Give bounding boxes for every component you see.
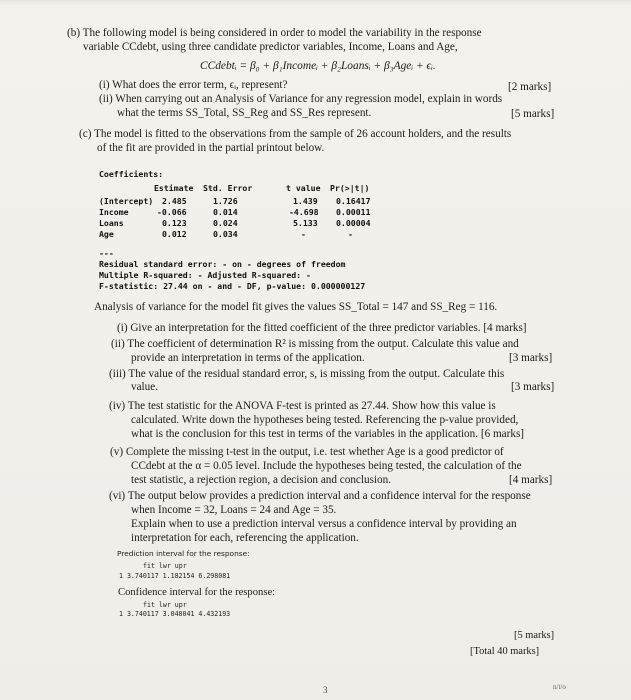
model-equation: CCdebtᵢ = β₀ + β₁Incomeᵢ + β₂Loansᵢ + β₃Ageᵢ + ϵᵢ. [200, 60, 436, 72]
part-c-line1: (c) The model is fitted to the observations from the sample of 26 account holders, and the results [79, 128, 512, 140]
q-iv-line2: calculated. Write down the hypotheses being tested. Referencing the p-value provided, [131, 414, 519, 426]
row-age-name: Age [99, 229, 114, 239]
q-v-line3: test statistic, a rejection region, a decision and conclusion. [131, 474, 392, 486]
confidence-row: 1 3.740117 3.048041 4.432193 [119, 610, 231, 618]
page-number: 3 [323, 685, 328, 695]
row-age-estimate: 0.012 [162, 229, 187, 239]
rse-line: Residual standard error: - on - degrees of freedom [99, 259, 346, 269]
q-v-line1: (v) Complete the missing t-test in the output, i.e. test whether Age is a good predictor of [110, 446, 504, 458]
q-vi-line1: (vi) The output below provides a prediction interval and a confidence interval for the response [109, 490, 531, 502]
row-loans-t: 5.133 [293, 218, 318, 228]
part-b-line1: (b) The following model is being considered in order to model the variability in the response [67, 27, 482, 39]
header-t-value: t value [286, 183, 321, 193]
page-shadow [0, 0, 631, 6]
row-intercept-estimate: 2.485 [162, 196, 187, 206]
row-loans-p: 0.00004 [336, 218, 371, 228]
footer-mark: n/t/o [553, 683, 566, 691]
header-std-error: Std. Error [203, 183, 253, 193]
prediction-row: 1 3.740117 1.182154 6.298081 [119, 572, 231, 580]
confidence-header: fit lwr upr [143, 601, 187, 609]
total-marks: [Total 40 marks] [470, 646, 540, 657]
part-b-q2-marks: [5 marks] [511, 108, 555, 120]
row-income-estimate: -0.066 [157, 207, 187, 217]
part-b-q2-line2: what the terms SS_Total, SS_Reg and SS_Res represent. [117, 107, 372, 119]
output-divider: --- [99, 248, 114, 258]
f-stat-line: F-statistic: 27.44 on - and - DF, p-value: 0.000000127 [99, 281, 366, 291]
coefficients-title: Coefficients: [99, 169, 164, 179]
confidence-title: Confidence interval for the response: [118, 587, 276, 598]
row-intercept-p: 0.16417 [336, 196, 371, 206]
end-marks: [5 marks] [514, 630, 555, 641]
row-intercept-se: 1.726 [213, 196, 238, 206]
q-iii-line1: (iii) The value of the residual standard error, s, is missing from the output. Calculate this [109, 368, 505, 380]
q-vi-line4: interpretation for each, referencing the application. [131, 532, 359, 544]
q-ii-line2: provide an interpretation in terms of the application. [131, 352, 365, 364]
row-age-t: - [301, 229, 306, 239]
q-iv-line3: what is the conclusion for this test in terms of the variables in the application. [6 marks] [131, 428, 525, 440]
q-i-line1: (i) Give an interpretation for the fitted coefficient of the three predictor variables. [4 marks] [117, 322, 527, 334]
row-age-se: 0.034 [213, 229, 238, 239]
part-c-line2: of the fit are provided in the partial printout below. [97, 142, 325, 154]
anova-line: Analysis of variance for the model fit gives the values SS_Total = 147 and SS_Reg = 116. [94, 301, 498, 313]
part-b-q2-line1: (ii) When carrying out an Analysis of Variance for any regression model, explain in words [99, 93, 503, 105]
prediction-title: Prediction interval for the response: [117, 549, 250, 558]
part-b-q1: (i) What does the error term, ϵᵢ, represent? [99, 79, 288, 91]
row-age-p: - [348, 229, 353, 239]
q-vi-line2: when Income = 32, Loans = 24 and Age = 35. [131, 504, 337, 516]
q-v-marks: [4 marks] [509, 474, 553, 486]
prediction-header: fit lwr upr [143, 562, 187, 570]
q-iii-marks: [3 marks] [511, 381, 555, 393]
row-intercept-name: (Intercept) [99, 196, 154, 206]
header-estimate: Estimate [154, 183, 194, 193]
row-loans-estimate: 0.123 [162, 218, 187, 228]
q-v-line2: CCdebt at the α = 0.05 level. Include the hypotheses being tested, the calculation of the [131, 460, 522, 472]
part-b-q1-marks: [2 marks] [508, 81, 552, 93]
q-vi-line3: Explain when to use a prediction interval versus a confidence interval by providing an [131, 518, 517, 530]
q-ii-marks: [3 marks] [509, 352, 553, 364]
q-iv-line1: (iv) The test statistic for the ANOVA F-test is printed as 27.44. Show how this value is [109, 400, 496, 412]
part-b-line2: variable CCdebt, using three candidate predictor variables, Income, Loans and Age, [83, 41, 458, 53]
q-iii-line2: value. [131, 381, 159, 393]
r2-line: Multiple R-squared: - Adjusted R-squared: - [99, 270, 311, 280]
row-income-se: 0.014 [213, 207, 238, 217]
q-ii-line1: (ii) The coefficient of determination R² is missing from the output. Calculate this value and [111, 338, 519, 350]
row-income-name: Income [99, 207, 129, 217]
row-income-p: 0.00011 [336, 207, 371, 217]
row-loans-name: Loans [99, 218, 124, 228]
row-loans-se: 0.024 [213, 218, 238, 228]
row-intercept-t: 1.439 [293, 196, 318, 206]
row-income-t: -4.698 [289, 207, 319, 217]
header-p-value: Pr(>|t|) [330, 183, 370, 193]
